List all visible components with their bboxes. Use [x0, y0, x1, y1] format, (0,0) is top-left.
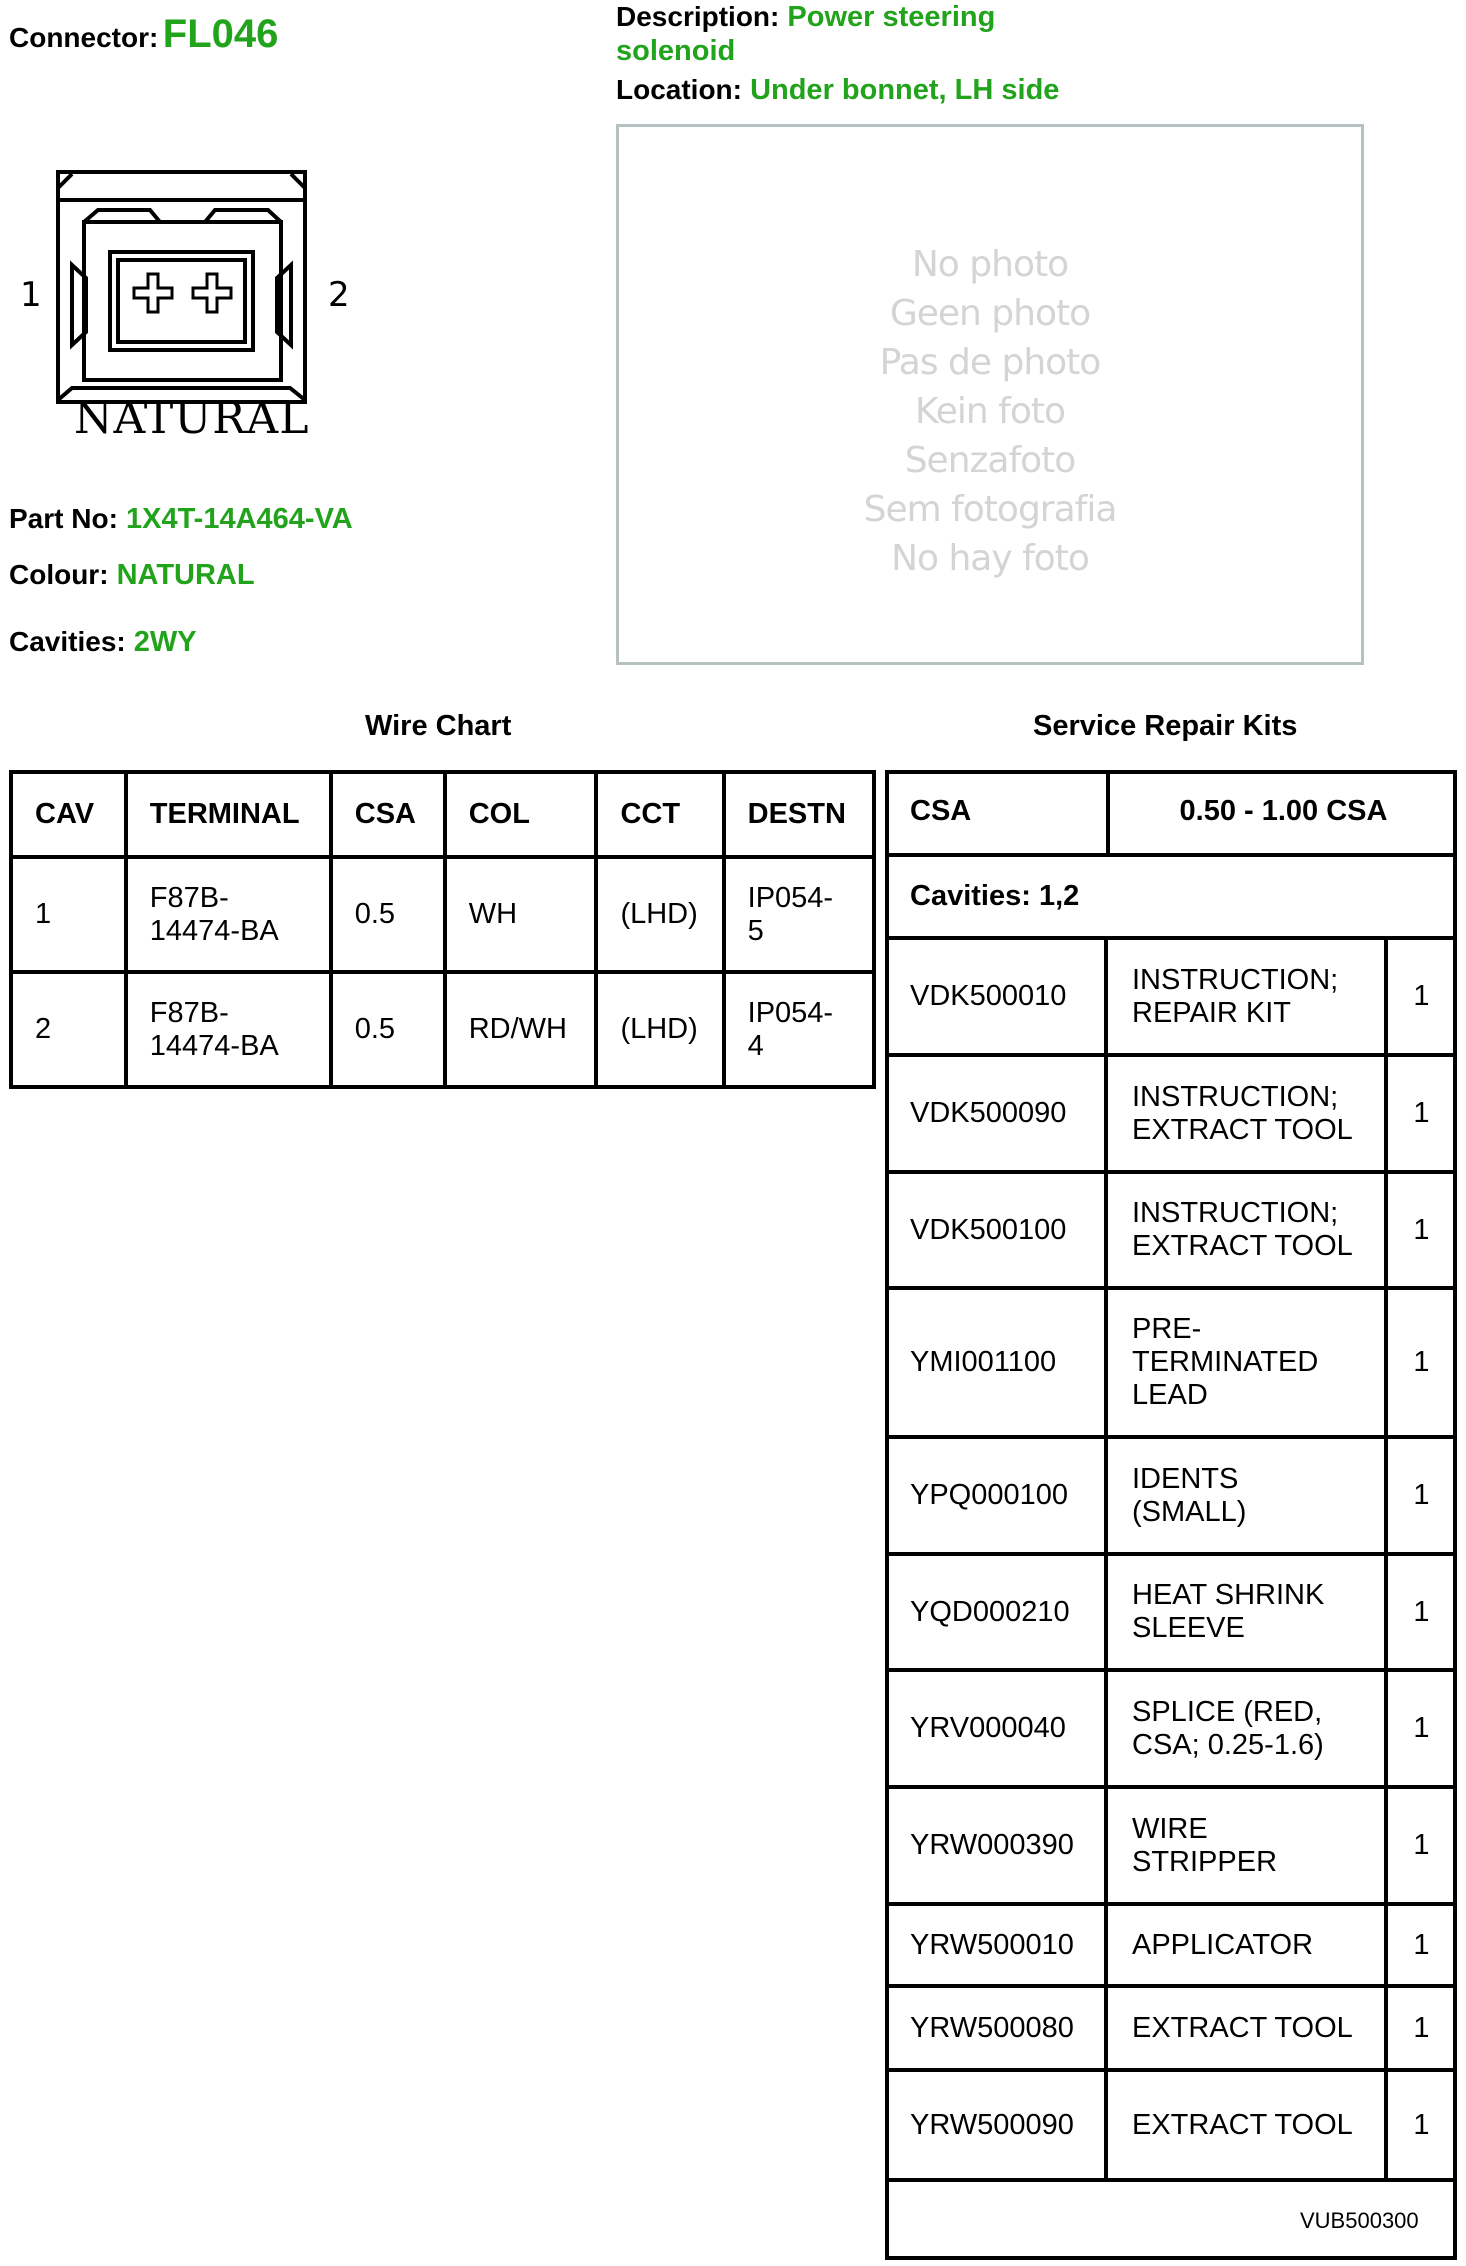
kit-quantity: 1: [1413, 1213, 1430, 1246]
kit-description: SPLICE (RED, CSA; 0.25-1.6): [1132, 1695, 1324, 1761]
kit-part-number: YRW000390: [910, 1829, 1074, 1861]
kit-quantity: 1: [1413, 1829, 1430, 1861]
divider: [1104, 1172, 1108, 1288]
kit-csa-label: CSA: [910, 795, 972, 827]
kit-quantity: 1: [1413, 2108, 1430, 2141]
kit-description: EXTRACT TOOL: [1132, 2011, 1353, 2044]
kit-description: INSTRUCTION; EXTRACT TOOL: [1132, 1080, 1353, 1146]
description-value: Power steering: [787, 1, 996, 33]
cell-cav: 1: [11, 857, 126, 972]
connector-line: [9, 12, 278, 65]
pin-1-label: 1: [20, 275, 42, 315]
kit-part-number: YRW500010: [910, 1928, 1074, 1961]
col-header-terminal: TERMINAL: [126, 772, 331, 857]
kit-part-number: VDK500010: [910, 980, 1067, 1012]
divider: [1104, 1986, 1108, 2070]
no-photo-text-2: Geen photo: [889, 293, 1091, 334]
no-photo-text-4: Kein foto: [914, 391, 1066, 432]
cavity-2-icon: [193, 274, 231, 312]
wire-chart-table: [9, 770, 876, 1089]
kit-description: WIRE STRIPPER: [1132, 1812, 1278, 1878]
location-value: Under bonnet, LH side: [750, 74, 1060, 106]
divider: [1104, 1904, 1108, 1986]
kit-quantity: 1: [1413, 1928, 1430, 1961]
colour-label: Colour:: [9, 559, 109, 590]
location-label: Location:: [616, 74, 742, 105]
table-row: [11, 857, 874, 972]
divider: [1104, 1437, 1108, 1554]
footer-code: VUB500300: [1300, 2208, 1419, 2233]
cell-col: WH: [445, 857, 597, 972]
cell-cct: (LHD): [596, 857, 723, 972]
cavity-1-icon: [134, 274, 172, 312]
pin-2-label: 2: [328, 275, 350, 315]
colour-line: [9, 559, 255, 592]
kit-description: APPLICATOR: [1132, 1928, 1314, 1961]
kit-quantity: 1: [1413, 1712, 1430, 1744]
description-value-cont: solenoid: [616, 35, 736, 67]
divider: [1104, 938, 1108, 1055]
divider: [1104, 2070, 1108, 2180]
description-label: Description:: [616, 1, 780, 32]
no-photo-text-3: Pas de photo: [879, 342, 1101, 383]
col-header-csa: CSA: [331, 772, 445, 857]
kit-description: EXTRACT TOOL: [1132, 2108, 1353, 2141]
kit-quantity: 1: [1413, 2011, 1430, 2044]
part-no-line: [9, 503, 353, 536]
kit-quantity: 1: [1413, 1097, 1430, 1129]
kit-part-number: YRV000040: [910, 1712, 1066, 1744]
cell-terminal: F87B- 14474-BA: [126, 972, 331, 1087]
colour-value: NATURAL: [116, 559, 255, 591]
col-header-destn: DESTN: [724, 772, 874, 857]
kit-part-number: YPQ000100: [910, 1479, 1069, 1511]
no-photo-text-1: No photo: [911, 244, 1069, 285]
kit-part-number: YMI001100: [910, 1346, 1057, 1378]
divider: [885, 853, 1457, 857]
wire-chart-title: Wire Chart: [365, 710, 512, 742]
part-no-label: Part No:: [9, 503, 118, 534]
no-photo-text-6: Sem fotografia: [863, 489, 1117, 530]
col-header-col: COL: [445, 772, 597, 857]
cavities-line: [9, 626, 197, 659]
cell-csa: 0.5: [331, 857, 445, 972]
kit-part-number: YRW500090: [910, 2108, 1074, 2141]
description-line: [616, 0, 995, 68]
divider: [1104, 1055, 1108, 1172]
no-photo-text-5: Senzafoto: [904, 440, 1076, 481]
divider: [1104, 1787, 1108, 1904]
kit-description: HEAT SHRINK SLEEVE: [1132, 1579, 1325, 1644]
cavities-label: Cavities:: [9, 626, 126, 657]
divider: [1104, 1554, 1108, 1670]
connector-outline: [58, 172, 305, 402]
table-row: [11, 972, 874, 1087]
kit-description: INSTRUCTION; REPAIR KIT: [1132, 963, 1339, 1029]
kit-description: IDENTS (SMALL): [1132, 1462, 1247, 1528]
connector-label: Connector:: [9, 22, 159, 53]
no-photo-text-7: No hay foto: [891, 538, 1089, 579]
cell-csa: 0.5: [331, 972, 445, 1087]
cell-col: RD/WH: [445, 972, 597, 1087]
photo-placeholder: [616, 124, 1364, 665]
divider: [1104, 1288, 1108, 1437]
cell-terminal: F87B- 14474-BA: [126, 857, 331, 972]
cell-destn: IP054- 4: [724, 972, 874, 1087]
col-header-cct: CCT: [596, 772, 723, 857]
diagram-caption: NATURAL: [74, 393, 310, 444]
kit-part-number: YRW500080: [910, 2011, 1074, 2044]
kit-part-number: YQD000210: [910, 1595, 1070, 1628]
kit-cavities-label: Cavities: 1,2: [910, 880, 1080, 912]
location-line: [616, 72, 1059, 108]
wire-chart-header-row: [11, 772, 874, 857]
cavity-block: [110, 252, 253, 350]
kit-description: PRE- TERMINATED LEAD: [1132, 1313, 1319, 1411]
col-header-cav: CAV: [11, 772, 126, 857]
kit-csa-value: 0.50 - 1.00 CSA: [1179, 795, 1388, 827]
cell-cct: (LHD): [596, 972, 723, 1087]
kit-part-number: VDK500090: [910, 1097, 1067, 1129]
kit-quantity: 1: [1413, 1479, 1430, 1511]
cavities-value: 2WY: [133, 626, 197, 658]
kit-quantity: 1: [1413, 980, 1430, 1012]
part-no-value: 1X4T-14A464-VA: [125, 503, 353, 535]
kit-description: INSTRUCTION; EXTRACT TOOL: [1132, 1197, 1353, 1262]
kit-part-number: VDK500100: [910, 1213, 1067, 1246]
divider: [1104, 1670, 1108, 1787]
kit-quantity: 1: [1413, 1595, 1430, 1628]
kit-quantity: 1: [1413, 1346, 1430, 1378]
cell-cav: 2: [11, 972, 126, 1087]
cell-destn: IP054- 5: [724, 857, 874, 972]
repair-kits-title: Service Repair Kits: [1033, 710, 1298, 742]
connector-value: FL046: [162, 12, 279, 56]
